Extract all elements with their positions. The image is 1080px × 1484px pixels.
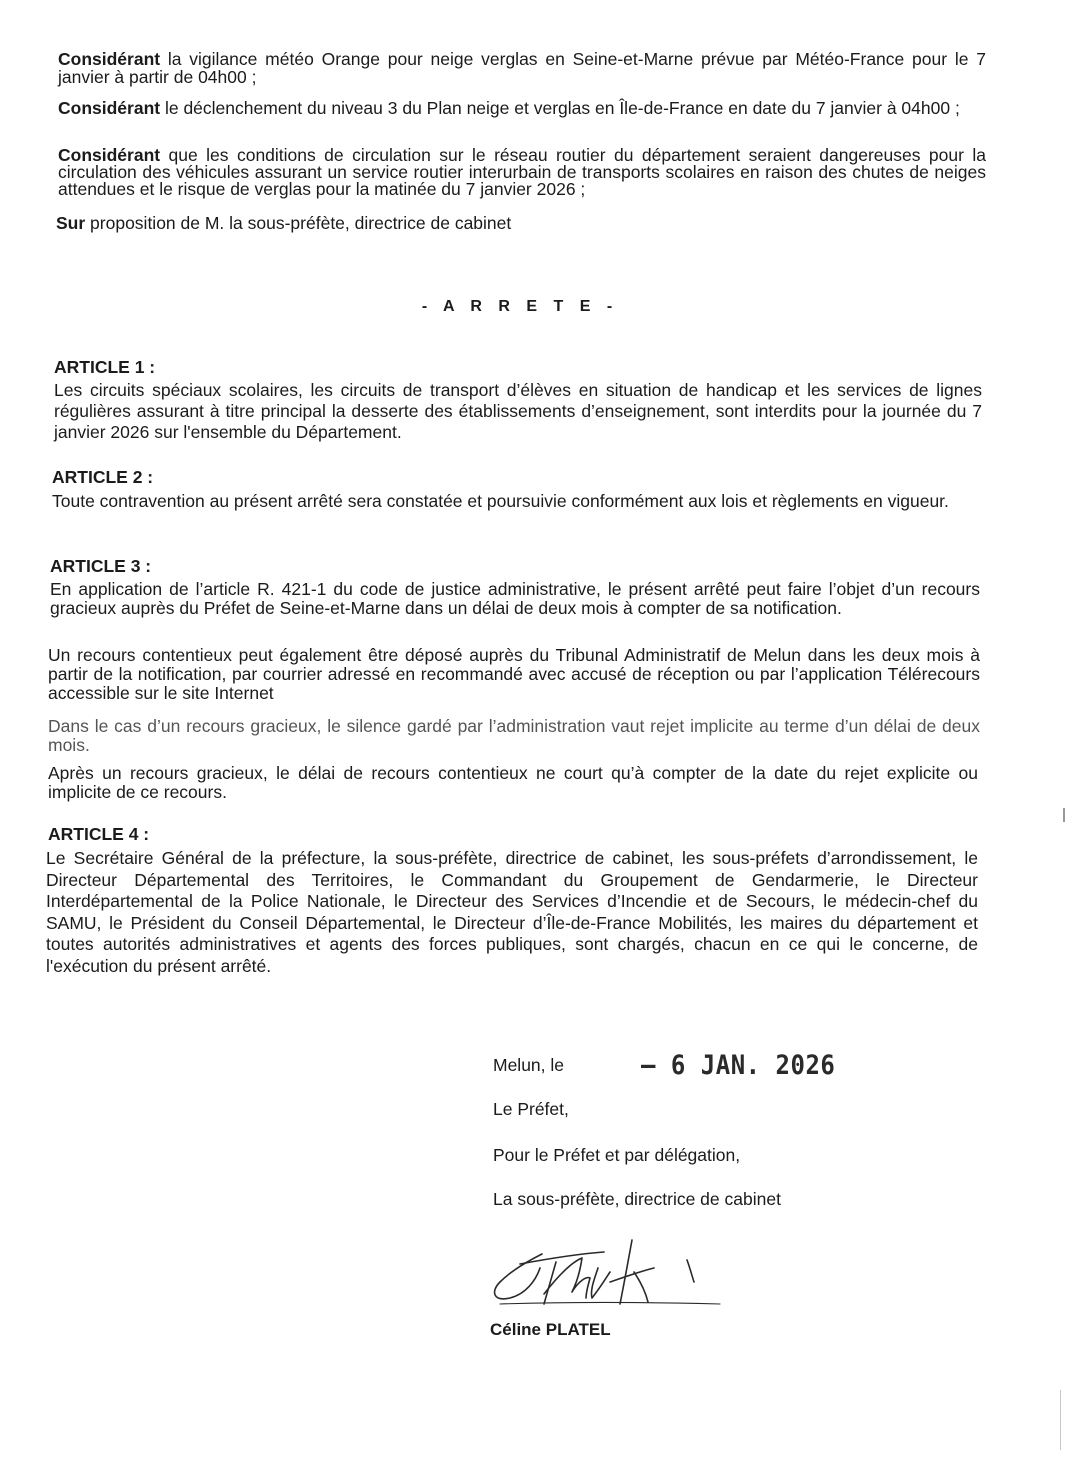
- arrete-heading: - A R R E T E -: [421, 298, 619, 315]
- date-stamp: – 6 JAN. 2026: [641, 1049, 836, 1081]
- sur-lead: Sur: [56, 213, 86, 233]
- scan-mark-1: [1063, 808, 1065, 822]
- scan-mark-2: [1060, 1390, 1061, 1450]
- article-3-para-1: En application de l’article R. 421-1 du code de justice administrative, le présent arrêté peut faire l’objet d’un recours gracieux auprès du Préfet de Seine-et-Marne dans un délai de deux mois à compter de sa notification.: [50, 579, 980, 618]
- considerant-2-lead: Considérant: [58, 98, 161, 118]
- considerant-2-text: le déclenchement du niveau 3 du Plan neige et verglas en Île-de-France en date du 7 janvier à 04h00 ;: [160, 98, 960, 118]
- considerant-3-lead: Considérant: [58, 145, 161, 165]
- considerant-1-text: la vigilance météo Orange pour neige verglas en Seine-et-Marne prévue par Météo-France pour le 7 janvier à partir de 04h00 ;: [58, 49, 986, 87]
- signature-line-prefet: Le Préfet,: [493, 1099, 569, 1119]
- article-4-title: ARTICLE 4 :: [48, 824, 150, 844]
- considerant-3: [58, 147, 986, 198]
- considerant-1-lead: Considérant: [58, 49, 161, 69]
- article-2-body: Toute contravention au présent arrêté sera constatée et poursuivie conformément aux lois et règlements en vigueur.: [52, 491, 949, 511]
- article-2-title: ARTICLE 2 :: [52, 467, 154, 487]
- signature-place: Melun, le: [493, 1055, 565, 1075]
- article-4-body: Le Secrétaire Général de la préfecture, la sous-préfète, directrice de cabinet, les sous-préfets d’arrondissement, le Directeur Départemental des Territoires, le Commandant du Groupement de Gendarmerie, le Directeur Interdépartemental de la Police Nationale, le Directeur des Services d’Incendie et de Secours, le médecin-chef du SAMU, le Président du Conseil Départemental, le Directeur d’Île-de-France Mobilités, les maires du département et toutes autorités administratives et agents des forces publiques, sont chargés, chacun en ce qui le concerne, de l'exécution du présent arrêté.: [46, 848, 978, 976]
- considerant-2: [58, 99, 986, 117]
- article-3-para-2: Un recours contentieux peut également être déposé auprès du Tribunal Administratif de Melun dans les deux mois à partir de la notification, par courrier adressé en recommandé avec accusé de réception ou par l’application Télérecours accessible sur le site Internet: [48, 645, 980, 703]
- signature-line-title: La sous-préfète, directrice de cabinet: [493, 1189, 781, 1209]
- article-3-title: ARTICLE 3 :: [50, 556, 152, 576]
- article-3-para-4: Après un recours gracieux, le délai de recours contentieux ne court qu’à compter de la date du rejet explicite ou implicite de ce recours.: [48, 763, 978, 802]
- signer-name: Céline PLATEL: [490, 1320, 611, 1339]
- considerant-3-text: que les conditions de circulation sur le réseau routier du département seraient dangereuses pour la circulation des véhicules assurant un service routier interurbain de transports scolaires en raison des chutes de neiges attendues et le risque de verglas pour la matinée du 7 janvier 2026 ;: [58, 145, 986, 199]
- sur-text: proposition de M. la sous-préfète, directrice de cabinet: [85, 213, 512, 233]
- considerant-1: [58, 50, 986, 86]
- handwritten-signature: [482, 1232, 727, 1314]
- article-1-body: Les circuits spéciaux scolaires, les circuits de transport d’élèves en situation de handicap et les services de lignes régulières assurant à titre principal la desserte des établissements d’enseignement, sont interdits pour la journée du 7 janvier 2026 sur l'ensemble du Département.: [54, 380, 982, 442]
- article-3-para-3: Dans le cas d’un recours gracieux, le silence gardé par l’administration vaut rejet implicite au terme d’un délai de deux mois.: [48, 716, 980, 755]
- article-1-title: ARTICLE 1 :: [54, 357, 156, 377]
- sur-proposition: [56, 214, 984, 232]
- signature-line-delegation: Pour le Préfet et par délégation,: [493, 1145, 741, 1165]
